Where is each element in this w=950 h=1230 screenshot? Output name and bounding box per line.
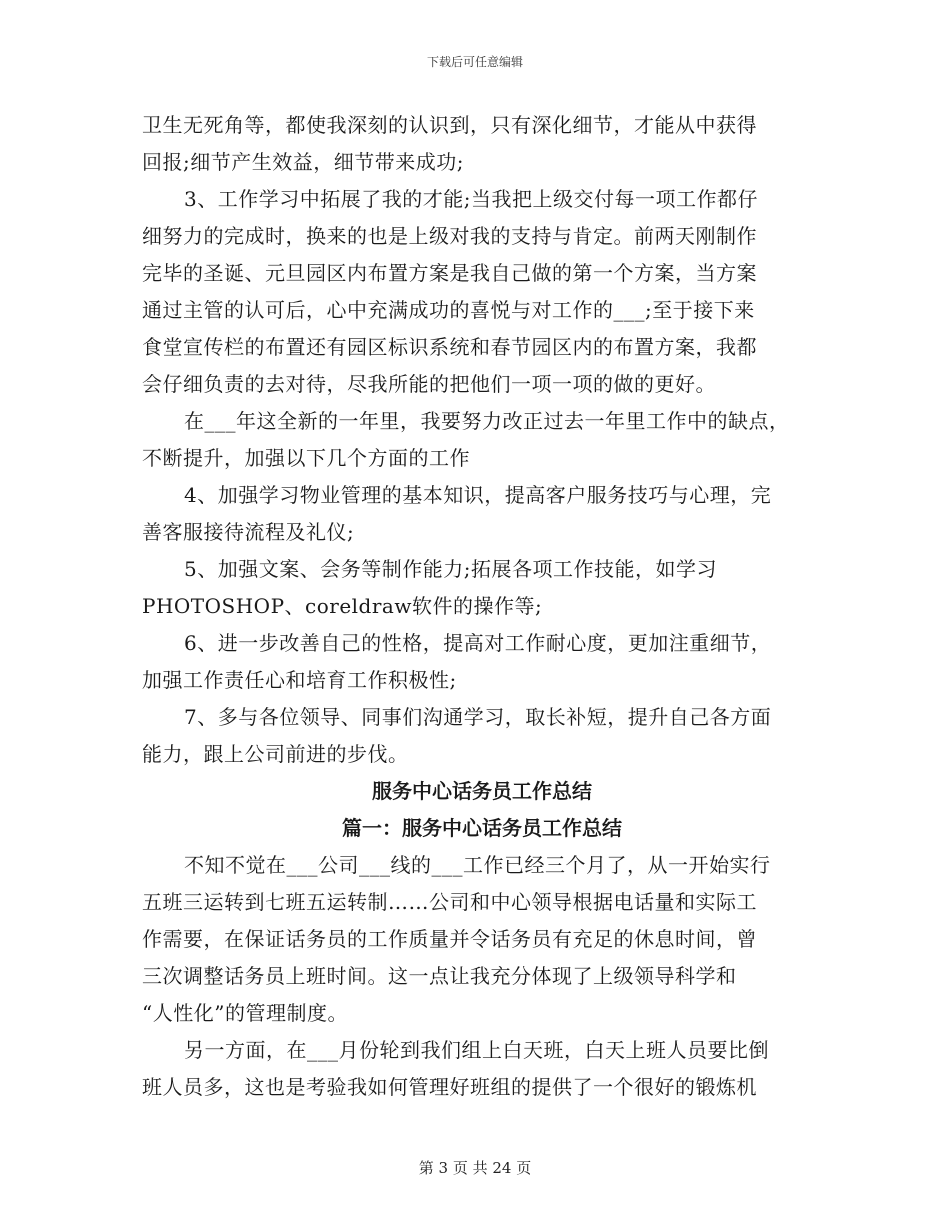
text-line: 作需要，在保证话务员的工作质量并令话务员有充足的休息时间，曾 xyxy=(142,927,757,951)
section-heading: 篇一：服务中心话务员工作总结 xyxy=(342,816,622,840)
text-line: 三次调整话务员上班时间。这一点让我充分体现了上级领导科学和 xyxy=(142,964,737,988)
section-heading: 服务中心话务员工作总结 xyxy=(372,779,592,803)
text-line: 7、多与各位领导、同事们沟通学习，取长补短，提升自己各方面 xyxy=(184,705,772,729)
text-line: “人性化”的管理制度。 xyxy=(142,1001,348,1025)
text-line: 4、加强学习物业管理的基本知识，提高客户服务技巧与心理，完 xyxy=(184,483,772,507)
page-number: 第 3 页 共 24 页 xyxy=(418,1159,532,1177)
text-line: 会仔细负责的去对待，尽我所能的把他们一项一项的做的更好。 xyxy=(142,372,716,396)
text-line: 6、进一步改善自己的性格，提高对工作耐心度，更加注重细节， xyxy=(184,631,772,655)
text-line: 通过主管的认可后，心中充满成功的喜悦与对工作的___;至于接下来 xyxy=(142,298,755,322)
text-line: 5、加强文案、会务等制作能力;拓展各项工作技能，如学习 xyxy=(184,557,717,581)
text-line: 食堂宣传栏的布置还有园区标识系统和春节园区内的布置方案，我都 xyxy=(142,335,757,359)
page-header: 下载后可任意编辑 xyxy=(426,55,523,69)
text-line: 另一方面，在___月份轮到我们组上白天班，白天上班人员要比倒 xyxy=(184,1038,769,1062)
text-line: 3、工作学习中拓展了我的才能;当我把上级交付每一项工作都仔 xyxy=(184,187,758,211)
document-body xyxy=(142,107,822,1106)
text-line: 在___年这全新的一年里，我要努力改正过去一年里工作中的缺点， xyxy=(184,409,790,433)
text-line: 班人员多，这也是考验我如何管理好班组的提供了一个很好的锻炼机 xyxy=(142,1075,757,1099)
text-line: 加强工作责任心和培育工作积极性; xyxy=(142,668,457,692)
text-line: 完毕的圣诞、元旦园区内布置方案是我自己做的第一个方案，当方案 xyxy=(142,261,757,285)
text-line: 卫生无死角等，都使我深刻的认识到，只有深化细节，才能从中获得 xyxy=(142,113,757,137)
text-line: 五班三运转到七班五运转制……公司和中心领导根据电话量和实际工 xyxy=(142,890,757,914)
text-line: 回报;细节产生效益，细节带来成功; xyxy=(142,150,464,174)
text-line: PHOTOSHOP、coreldraw软件的操作等; xyxy=(142,594,543,618)
text-line: 细努力的完成时，换来的也是上级对我的支持与肯定。前两天刚制作 xyxy=(142,224,757,248)
text-line: 能力，跟上公司前进的步伐。 xyxy=(142,742,409,766)
text-line: 不断提升，加强以下几个方面的工作 xyxy=(142,446,470,470)
text-line: 不知不觉在___公司___线的___工作已经三个月了，从一开始实行 xyxy=(184,853,771,877)
text-line: 善客服接待流程及礼仪; xyxy=(142,520,355,544)
